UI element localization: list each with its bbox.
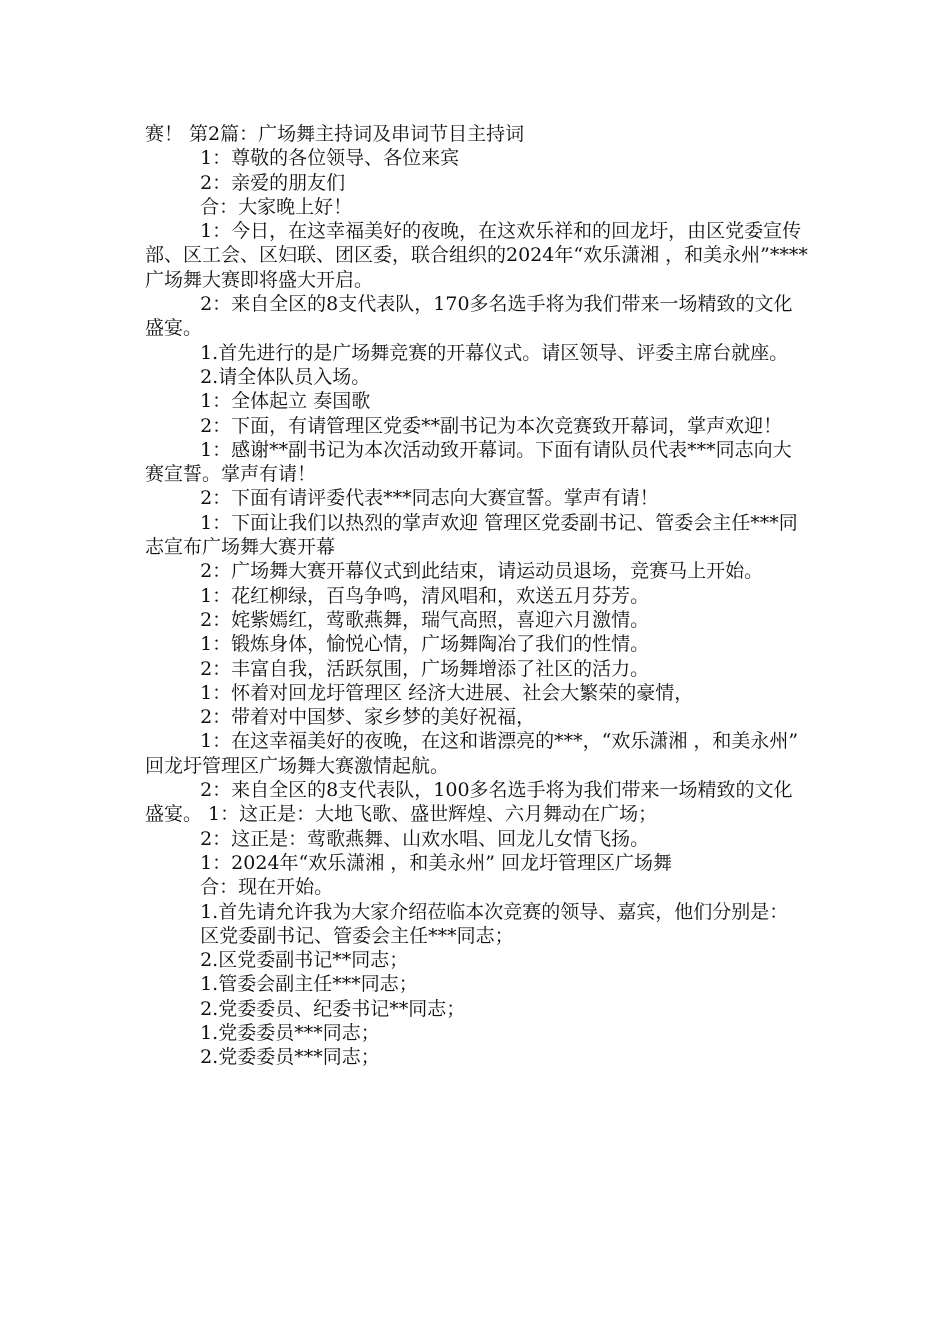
paragraph: 2.请全体队员入场。 [200,365,371,388]
document-body [145,122,810,1070]
paragraph: 2：丰富自我，活跃氛围，广场舞增添了社区的活力。 [200,657,650,680]
paragraph: 1：锻炼身体，愉悦心情，广场舞陶冶了我们的性情。 [200,633,650,656]
paragraph: 1：感谢**副书记为本次活动致开幕词。下面有请队员代表***同志向大赛宣誓。掌声有请！ [145,438,792,486]
heading-line: 赛！ 第2篇：广场舞主持词及串词节目主持词 [145,123,525,145]
paragraph: 1：尊敬的各位领导、各位来宾 [200,147,460,170]
paragraph: 1：花红柳绿，百鸟争鸣，清风唱和，欢送五月芬芳。 [200,584,650,607]
paragraph: 1：今日，在这幸福美好的夜晚，在这欢乐祥和的回龙圩，由区党委宣传部、区工会、区妇联、团区委，联合组织的2024年“欢乐潇湘 ，和美永州”****广场舞大赛即将盛大开启。 [145,220,808,291]
paragraph: 2：姹紫嫣红，莺歌燕舞，瑞气高照，喜迎六月激情。 [200,608,650,631]
paragraph: 2.党委委员***同志； [200,1046,380,1069]
paragraph: 合：大家晚上好！ [200,195,353,218]
paragraph: 2.区党委副书记**同志； [200,949,409,972]
paragraph: 2.党委委员、纪委书记**同志； [200,997,466,1020]
paragraph: 2：来自全区的8支代表队，100多名选手将为我们带来一场精致的文化盛宴。 1：这正是：大地飞歌、盛世辉煌、六月舞动在广场； [145,779,793,826]
paragraph: 1：在这幸福美好的夜晚，在这和谐漂亮的***，“欢乐潇湘 ，和美永州” 回龙圩管理区广场舞大赛激情起航。 [145,730,799,777]
paragraph: 2：广场舞大赛开幕仪式到此结束，请运动员退场，竞赛马上开始。 [200,560,764,583]
paragraph: 1：全体起立 奏国歌 [200,390,371,413]
paragraph: 1：下面让我们以热烈的掌声欢迎 管理区党委副书记、管委会主任***同志宣布广场舞大赛开幕 [145,511,798,559]
paragraph: 1：2024年“欢乐潇湘 ，和美永州” 回龙圩管理区广场舞 [200,851,673,874]
paragraph: 1.党委委员***同志； [200,1021,380,1044]
paragraph: 合：现在开始。 [200,876,334,899]
paragraph: 1.首先请允许我为大家介绍莅临本次竞赛的领导、嘉宾，他们分别是： [200,900,789,923]
paragraph: 区党委副书记、管委会主任***同志； [200,924,514,947]
paragraph: 2：下面有请评委代表***同志向大赛宣誓。掌声有请！ [200,487,659,510]
paragraph: 1：怀着对回龙圩管理区 经济大进展、社会大繁荣的豪情， [200,681,694,704]
paragraph: 2：亲爱的朋友们 [200,171,346,194]
paragraph: 2：下面，有请管理区党委**副书记为本次竞赛致开幕词，掌声欢迎！ [200,414,783,437]
paragraph: 2：来自全区的8支代表队，170多名选手将为我们带来一场精致的文化盛宴。 [145,293,793,340]
paragraph: 1.首先进行的是广场舞竞赛的开幕仪式。请区领导、评委主席台就座。 [200,341,789,364]
paragraph: 2：这正是：莺歌燕舞、山欢水唱、回龙儿女情飞扬。 [200,827,650,850]
paragraph: 2：带着对中国梦、家乡梦的美好祝福， [200,706,536,729]
paragraph: 1.管委会副主任***同志； [200,973,418,996]
